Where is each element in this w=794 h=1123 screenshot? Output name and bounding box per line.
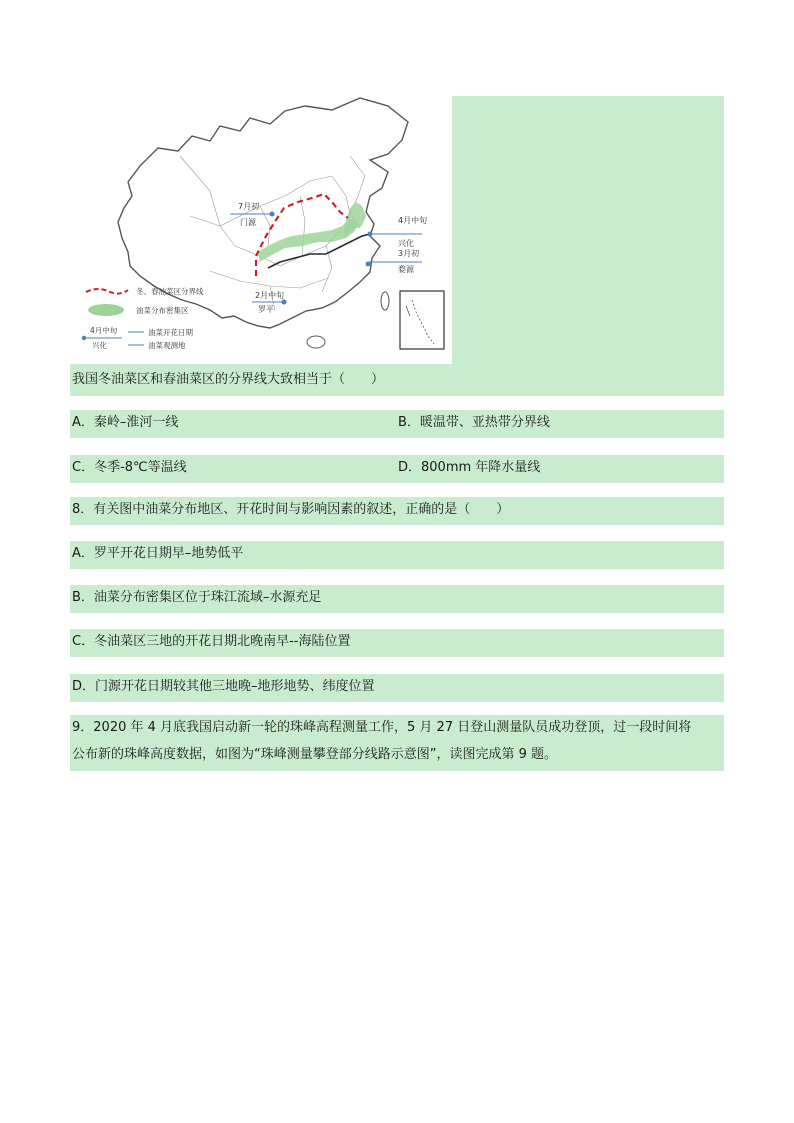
svg-text:4月中旬: 4月中旬 xyxy=(90,326,118,335)
hainan-island xyxy=(307,336,325,348)
svg-text:油菜分布密集区: 油菜分布密集区 xyxy=(136,306,189,315)
q9-line-2: 公布新的珠峰高度数据，如图为“珠峰测量攀登部分线路示意图”，读图完成第 9 题。 xyxy=(72,747,558,762)
svg-text:兴化: 兴化 xyxy=(92,341,107,350)
taiwan-island xyxy=(381,292,389,310)
q8-option-d: D．门源开花日期较其他三地晚–地形地势、纬度位置 xyxy=(72,679,375,694)
svg-text:冬、春油菜区分界线: 冬、春油菜区分界线 xyxy=(136,287,204,296)
q8-option-b: B．油菜分布密集区位于珠江流域–水源充足 xyxy=(72,590,322,605)
svg-text:油菜观测地: 油菜观测地 xyxy=(148,341,186,350)
svg-text:3月初: 3月初 xyxy=(398,249,420,258)
svg-text:7月初: 7月初 xyxy=(238,202,260,211)
q7-stem: 我国冬油菜区和春油菜区的分界线大致相当于（ ） xyxy=(72,372,385,387)
q9-line-1: 9．2020 年 4 月底我国启动新一轮的珠峰高程测量工作，5 月 27 日登山测量队员成功登顶，过一段时间将 xyxy=(72,720,692,735)
svg-text:罗平: 罗平 xyxy=(258,305,274,314)
q7-option-d: D．800mm 年降水量线 xyxy=(398,460,541,475)
south-china-sea-inset xyxy=(400,291,444,349)
rapeseed-map-figure xyxy=(70,96,452,358)
q7-option-c: C．冬季-8℃等温线 xyxy=(72,460,187,475)
svg-text:兴化: 兴化 xyxy=(398,239,414,248)
map-legend xyxy=(82,286,204,350)
q8-stem: 8．有关图中油菜分布地区、开花时间与影响因素的叙述，正确的是（ ） xyxy=(72,502,510,517)
svg-text:婺源: 婺源 xyxy=(398,265,414,274)
svg-text:门源: 门源 xyxy=(240,218,256,227)
china-map xyxy=(70,96,452,358)
legend-dense-swatch xyxy=(88,304,124,316)
q8-option-c: C．冬油菜区三地的开花日期北晚南早--海陆位置 xyxy=(72,634,351,649)
figure-highlight-band xyxy=(452,96,724,364)
q7-option-b: B．暖温带、亚热带分界线 xyxy=(398,415,550,430)
legend-boundary-swatch xyxy=(86,289,128,294)
svg-text:油菜开花日期: 油菜开花日期 xyxy=(148,328,193,337)
svg-text:2月中旬: 2月中旬 xyxy=(255,291,285,300)
svg-text:4月中旬: 4月中旬 xyxy=(398,216,428,225)
q7-option-a: A．秦岭–淮河一线 xyxy=(72,415,179,430)
q8-option-a: A．罗平开花日期早–地势低平 xyxy=(72,546,244,561)
